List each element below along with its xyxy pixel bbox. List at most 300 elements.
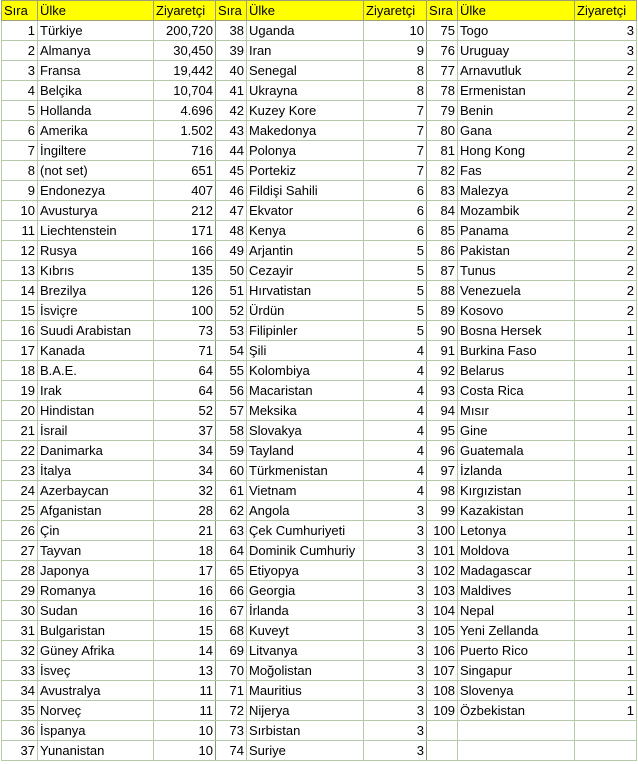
visitors-cell: 651 [154, 161, 216, 181]
country-cell: Güney Afrika [38, 641, 154, 661]
rank-cell: 49 [216, 241, 247, 261]
table-row [2, 301, 637, 321]
country-cell: Moğolistan [247, 661, 364, 681]
visitors-cell: 14 [154, 641, 216, 661]
country-cell: Yunanistan [38, 741, 154, 761]
country-cell: Kazakistan [458, 501, 575, 521]
country-cell: Almanya [38, 41, 154, 61]
table-row [2, 161, 637, 181]
visitors-cell: 1 [575, 481, 637, 501]
visitors-cell: 2 [575, 81, 637, 101]
country-cell: Rusya [38, 241, 154, 261]
country-cell: Hırvatistan [247, 281, 364, 301]
rank-cell: 21 [2, 421, 38, 441]
table-row [2, 121, 637, 141]
visitors-cell: 3 [364, 741, 427, 761]
country-cell: Azerbaycan [38, 481, 154, 501]
visitors-cell: 1 [575, 581, 637, 601]
table-row [2, 281, 637, 301]
visitors-cell: 6 [364, 221, 427, 241]
rank-cell: 28 [2, 561, 38, 581]
rank-cell: 52 [216, 301, 247, 321]
rank-cell: 91 [427, 341, 458, 361]
rank-cell: 12 [2, 241, 38, 261]
table-row [2, 681, 637, 701]
country-cell: Guatemala [458, 441, 575, 461]
table-row [2, 501, 637, 521]
visitors-cell: 3 [575, 41, 637, 61]
visitors-cell: 8 [364, 81, 427, 101]
visitors-cell: 34 [154, 441, 216, 461]
country-cell: Kolombiya [247, 361, 364, 381]
rank-cell: 104 [427, 601, 458, 621]
visitors-cell: 34 [154, 461, 216, 481]
visitors-cell: 7 [364, 161, 427, 181]
rank-cell: 101 [427, 541, 458, 561]
visitors-cell: 21 [154, 521, 216, 541]
rank-cell: 89 [427, 301, 458, 321]
country-cell: Belçika [38, 81, 154, 101]
rank-cell: 3 [2, 61, 38, 81]
visitors-cell: 5 [364, 301, 427, 321]
visitors-cell [575, 741, 637, 761]
country-cell: Hong Kong [458, 141, 575, 161]
country-cell: Senegal [247, 61, 364, 81]
country-cell: İspanya [38, 721, 154, 741]
rank-cell: 53 [216, 321, 247, 341]
visitors-cell: 15 [154, 621, 216, 641]
rank-cell: 13 [2, 261, 38, 281]
visitors-cell: 5 [364, 281, 427, 301]
rank-cell: 43 [216, 121, 247, 141]
rank-cell: 79 [427, 101, 458, 121]
visitors-cell: 1 [575, 441, 637, 461]
visitors-cell: 166 [154, 241, 216, 261]
visitors-cell: 3 [575, 21, 637, 41]
visitors-cell: 5 [364, 241, 427, 261]
visitors-cell: 2 [575, 301, 637, 321]
country-cell: Madagascar [458, 561, 575, 581]
country-cell: Kenya [247, 221, 364, 241]
country-cell: Avustralya [38, 681, 154, 701]
country-cell: İrlanda [247, 601, 364, 621]
visitors-cell: 2 [575, 261, 637, 281]
country-cell: Fransa [38, 61, 154, 81]
country-cell: Ukrayna [247, 81, 364, 101]
visitors-cell: 28 [154, 501, 216, 521]
table-row [2, 261, 637, 281]
visitors-cell: 100 [154, 301, 216, 321]
visitors-cell: 8 [364, 61, 427, 81]
country-cell: Sırbistan [247, 721, 364, 741]
rank-cell: 6 [2, 121, 38, 141]
country-cell: (not set) [38, 161, 154, 181]
country-cell: Uganda [247, 21, 364, 41]
country-cell: Venezuela [458, 281, 575, 301]
rank-cell: 93 [427, 381, 458, 401]
country-cell: Ekvator [247, 201, 364, 221]
country-cell: Yeni Zellanda [458, 621, 575, 641]
country-cell: Arjantin [247, 241, 364, 261]
country-cell: Bulgaristan [38, 621, 154, 641]
country-cell: Iran [247, 41, 364, 61]
country-cell: Afganistan [38, 501, 154, 521]
rank-cell: 63 [216, 521, 247, 541]
rank-cell: 72 [216, 701, 247, 721]
visitors-cell: 1 [575, 361, 637, 381]
visitors-cell: 11 [154, 701, 216, 721]
rank-cell: 57 [216, 401, 247, 421]
country-cell: Endonezya [38, 181, 154, 201]
rank-cell: 107 [427, 661, 458, 681]
rank-cell: 34 [2, 681, 38, 701]
country-cell: Puerto Rico [458, 641, 575, 661]
visitors-cell: 4 [364, 401, 427, 421]
visitors-cell: 4 [364, 361, 427, 381]
rank-cell: 94 [427, 401, 458, 421]
rank-cell: 51 [216, 281, 247, 301]
country-cell: Suudi Arabistan [38, 321, 154, 341]
visitors-cell: 407 [154, 181, 216, 201]
country-cell: Letonya [458, 521, 575, 541]
country-cell: Mauritius [247, 681, 364, 701]
country-cell: Romanya [38, 581, 154, 601]
visitors-cell: 1 [575, 421, 637, 441]
visitors-cell: 135 [154, 261, 216, 281]
rank-cell: 44 [216, 141, 247, 161]
country-cell: Tayvan [38, 541, 154, 561]
rank-cell: 59 [216, 441, 247, 461]
rank-cell: 92 [427, 361, 458, 381]
country-cell: Mısır [458, 401, 575, 421]
visitors-cell: 3 [364, 541, 427, 561]
visitors-cell: 3 [364, 661, 427, 681]
table-row [2, 741, 637, 761]
rank-cell: 58 [216, 421, 247, 441]
country-cell: Filipinler [247, 321, 364, 341]
rank-cell: 70 [216, 661, 247, 681]
visitors-cell: 4 [364, 441, 427, 461]
rank-cell: 26 [2, 521, 38, 541]
visitors-cell: 3 [364, 681, 427, 701]
country-cell: İsrail [38, 421, 154, 441]
country-cell: Vietnam [247, 481, 364, 501]
rank-cell: 54 [216, 341, 247, 361]
rank-cell: 4 [2, 81, 38, 101]
rank-cell: 106 [427, 641, 458, 661]
rank-cell: 32 [2, 641, 38, 661]
rank-cell: 31 [2, 621, 38, 641]
rank-cell: 30 [2, 601, 38, 621]
visitors-cell: 3 [364, 621, 427, 641]
country-cell: Amerika [38, 121, 154, 141]
visitors-cell: 2 [575, 181, 637, 201]
rank-cell: 1 [2, 21, 38, 41]
country-cell: İsveç [38, 661, 154, 681]
rank-cell: 56 [216, 381, 247, 401]
visitors-cell: 1 [575, 561, 637, 581]
visitors-cell: 1 [575, 521, 637, 541]
country-cell: Kırgızistan [458, 481, 575, 501]
country-cell: Suriye [247, 741, 364, 761]
visitors-cell: 3 [364, 721, 427, 741]
country-cell: Togo [458, 21, 575, 41]
table-row [2, 21, 637, 41]
visitors-cell: 1.502 [154, 121, 216, 141]
rank-cell: 90 [427, 321, 458, 341]
visitors-cell: 1 [575, 661, 637, 681]
visitors-cell: 5 [364, 321, 427, 341]
country-cell: İngiltere [38, 141, 154, 161]
country-cell: Irak [38, 381, 154, 401]
rank-cell: 33 [2, 661, 38, 681]
visitors-cell: 2 [575, 241, 637, 261]
rank-cell: 78 [427, 81, 458, 101]
visitors-cell: 4 [364, 341, 427, 361]
rank-cell: 68 [216, 621, 247, 641]
visitors-cell: 64 [154, 361, 216, 381]
rank-cell: 19 [2, 381, 38, 401]
country-cell: Panama [458, 221, 575, 241]
country-cell: Norveç [38, 701, 154, 721]
country-cell: Fas [458, 161, 575, 181]
country-cell: Türkmenistan [247, 461, 364, 481]
country-cell: Hindistan [38, 401, 154, 421]
rank-cell: 103 [427, 581, 458, 601]
visitors-cell: 2 [575, 121, 637, 141]
visitors-cell: 10 [154, 741, 216, 761]
rank-cell: 27 [2, 541, 38, 561]
visitors-cell: 37 [154, 421, 216, 441]
country-cell: Liechtenstein [38, 221, 154, 241]
rank-cell: 109 [427, 701, 458, 721]
rank-cell: 66 [216, 581, 247, 601]
visitors-cell: 1 [575, 401, 637, 421]
visitors-cell: 4 [364, 381, 427, 401]
table-row [2, 381, 637, 401]
rank-cell: 61 [216, 481, 247, 501]
visitors-cell: 1 [575, 601, 637, 621]
table-row [2, 581, 637, 601]
rank-cell: 55 [216, 361, 247, 381]
rank-cell: 41 [216, 81, 247, 101]
visitors-cell: 7 [364, 101, 427, 121]
rank-cell: 98 [427, 481, 458, 501]
visitors-cell: 4 [364, 421, 427, 441]
rank-cell: 24 [2, 481, 38, 501]
country-cell [458, 721, 575, 741]
rank-cell: 65 [216, 561, 247, 581]
rank-cell: 100 [427, 521, 458, 541]
rank-cell: 45 [216, 161, 247, 181]
rank-cell: 85 [427, 221, 458, 241]
rank-cell: 47 [216, 201, 247, 221]
rank-cell [427, 741, 458, 761]
rank-cell: 17 [2, 341, 38, 361]
rank-cell: 96 [427, 441, 458, 461]
rank-cell: 46 [216, 181, 247, 201]
table-row [2, 641, 637, 661]
visitors-cell: 4 [364, 481, 427, 501]
rank-cell: 9 [2, 181, 38, 201]
country-cell: Tunus [458, 261, 575, 281]
country-cell: Uruguay [458, 41, 575, 61]
visitors-cell [575, 721, 637, 741]
visitors-cell: 1 [575, 381, 637, 401]
table-row [2, 661, 637, 681]
visitors-cell: 126 [154, 281, 216, 301]
country-cell: Nepal [458, 601, 575, 621]
visitors-cell: 3 [364, 581, 427, 601]
header-rank: Sıra [216, 1, 247, 21]
rank-cell: 97 [427, 461, 458, 481]
header-rank: Sıra [2, 1, 38, 21]
rank-cell: 62 [216, 501, 247, 521]
rank-cell: 82 [427, 161, 458, 181]
visitors-cell: 1 [575, 621, 637, 641]
table-row [2, 721, 637, 741]
visitors-cell: 73 [154, 321, 216, 341]
country-cell: Belarus [458, 361, 575, 381]
rank-cell: 64 [216, 541, 247, 561]
visitors-cell: 7 [364, 141, 427, 161]
table-row [2, 421, 637, 441]
header-country: Ülke [458, 1, 575, 21]
country-cell: Polonya [247, 141, 364, 161]
rank-cell: 50 [216, 261, 247, 281]
visitors-cell: 212 [154, 201, 216, 221]
rank-cell: 84 [427, 201, 458, 221]
table-row [2, 541, 637, 561]
visitors-cell: 13 [154, 661, 216, 681]
visitors-cell: 19,442 [154, 61, 216, 81]
rank-cell: 77 [427, 61, 458, 81]
country-cell: Etiyopya [247, 561, 364, 581]
country-cell: Malezya [458, 181, 575, 201]
rank-cell: 108 [427, 681, 458, 701]
country-cell: İsviçre [38, 301, 154, 321]
country-cell: Georgia [247, 581, 364, 601]
rank-cell: 86 [427, 241, 458, 261]
visitors-cell: 1 [575, 321, 637, 341]
visitors-cell: 3 [364, 501, 427, 521]
country-cell: B.A.E. [38, 361, 154, 381]
visitors-cell: 3 [364, 601, 427, 621]
country-cell: Avusturya [38, 201, 154, 221]
country-cell: Arnavutluk [458, 61, 575, 81]
country-cell: Pakistan [458, 241, 575, 261]
table-row [2, 81, 637, 101]
rank-cell: 15 [2, 301, 38, 321]
table-row [2, 561, 637, 581]
country-cell: Sudan [38, 601, 154, 621]
country-cell: Türkiye [38, 21, 154, 41]
country-cell: Bosna Hersek [458, 321, 575, 341]
country-cell: Japonya [38, 561, 154, 581]
rank-cell: 7 [2, 141, 38, 161]
header-country: Ülke [247, 1, 364, 21]
visitors-cell: 10 [154, 721, 216, 741]
rank-cell: 102 [427, 561, 458, 581]
visitors-cell: 16 [154, 601, 216, 621]
visitors-cell: 2 [575, 281, 637, 301]
rank-cell: 105 [427, 621, 458, 641]
country-cell: Mozambik [458, 201, 575, 221]
visitors-cell: 4.696 [154, 101, 216, 121]
rank-cell: 48 [216, 221, 247, 241]
rank-cell: 83 [427, 181, 458, 201]
visitors-cell: 2 [575, 101, 637, 121]
country-cell: Kuzey Kore [247, 101, 364, 121]
country-cell: Burkina Faso [458, 341, 575, 361]
country-cell: Hollanda [38, 101, 154, 121]
country-cell: İtalya [38, 461, 154, 481]
country-cell: Kosovo [458, 301, 575, 321]
table-row [2, 321, 637, 341]
rank-cell: 18 [2, 361, 38, 381]
visitors-cell: 2 [575, 161, 637, 181]
rank-cell: 60 [216, 461, 247, 481]
rank-cell: 38 [216, 21, 247, 41]
visitors-cell: 16 [154, 581, 216, 601]
rank-cell: 16 [2, 321, 38, 341]
country-cell: Makedonya [247, 121, 364, 141]
visitors-cell: 200,720 [154, 21, 216, 41]
visitors-cell: 17 [154, 561, 216, 581]
country-cell: Çin [38, 521, 154, 541]
country-cell: Ürdün [247, 301, 364, 321]
country-cell: Portekiz [247, 161, 364, 181]
rank-cell: 5 [2, 101, 38, 121]
country-cell: Fildişi Sahili [247, 181, 364, 201]
country-cell: Tayland [247, 441, 364, 461]
country-cell: Benin [458, 101, 575, 121]
rank-cell: 20 [2, 401, 38, 421]
header-rank: Sıra [427, 1, 458, 21]
country-cell: İzlanda [458, 461, 575, 481]
header-visitors: Ziyaretçi [575, 1, 637, 21]
country-cell: Maldives [458, 581, 575, 601]
visitors-cell: 3 [364, 561, 427, 581]
visitors-cell: 2 [575, 61, 637, 81]
rank-cell: 88 [427, 281, 458, 301]
visitors-cell: 52 [154, 401, 216, 421]
table-row [2, 61, 637, 81]
rank-cell: 35 [2, 701, 38, 721]
rank-cell: 36 [2, 721, 38, 741]
visitors-cell: 3 [364, 701, 427, 721]
visitors-cell: 30,450 [154, 41, 216, 61]
table-row [2, 521, 637, 541]
rank-cell: 40 [216, 61, 247, 81]
table-row [2, 101, 637, 121]
visitors-cell: 3 [364, 521, 427, 541]
visitor-table [1, 0, 637, 761]
visitors-cell: 1 [575, 701, 637, 721]
visitors-cell: 1 [575, 541, 637, 561]
visitors-cell: 64 [154, 381, 216, 401]
visitors-cell: 2 [575, 201, 637, 221]
table-row [2, 701, 637, 721]
rank-cell: 23 [2, 461, 38, 481]
rank-cell: 95 [427, 421, 458, 441]
table-row [2, 241, 637, 261]
rank-cell: 25 [2, 501, 38, 521]
visitors-cell: 716 [154, 141, 216, 161]
country-cell: Angola [247, 501, 364, 521]
rank-cell: 11 [2, 221, 38, 241]
country-cell: Şili [247, 341, 364, 361]
